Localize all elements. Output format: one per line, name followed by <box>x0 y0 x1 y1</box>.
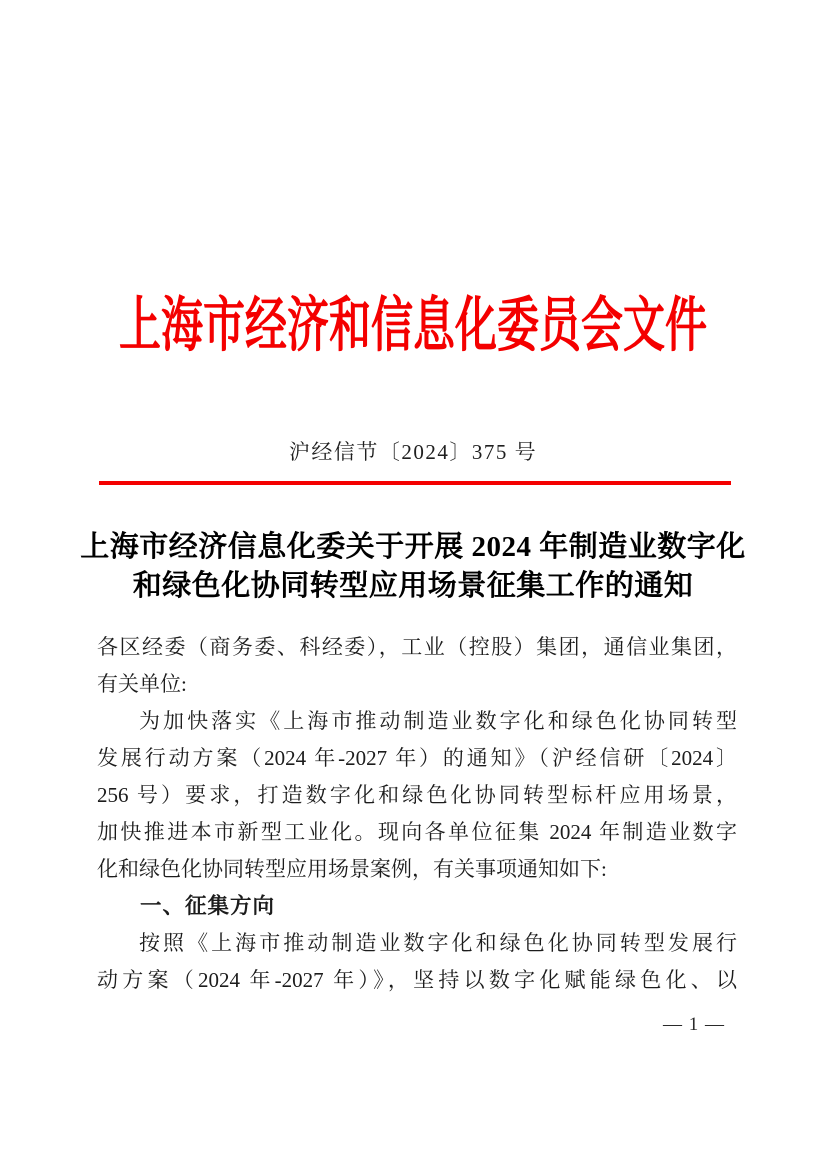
document-title-line2: 和绿色化协同转型应用场景征集工作的通知 <box>132 570 694 602</box>
document-title-line1: 上海市经济信息化委关于开展 2024 年制造业数字化 <box>80 531 746 563</box>
body-line: 有关单位: <box>97 672 187 696</box>
body-line: 按照《上海市推动制造业数字化和绿色化协同转型发展行 <box>139 931 737 955</box>
document-body <box>97 629 737 999</box>
body-line: 256 号）要求，打造数字化和绿色化协同转型标杆应用场景， <box>97 783 737 807</box>
body-line: 加快推进本市新型工业化。现向各单位征集 2024 年制造业数字 <box>97 820 737 844</box>
section-heading: 一、征集方向 <box>140 894 276 918</box>
document-number: 沪经信节〔2024〕375 号 <box>288 440 538 464</box>
red-divider-line <box>99 481 731 485</box>
body-line: 发展行动方案（2024 年-2027 年）的通知》（沪经信研〔2024〕 <box>97 746 737 770</box>
document-title <box>0 528 826 606</box>
body-line: 动方案（2024 年-2027 年）》，坚持以数字化赋能绿色化、以 <box>97 968 737 992</box>
page-number: — 1 — <box>663 1014 725 1035</box>
body-line: 为加快落实《上海市推动制造业数字化和绿色化协同转型 <box>139 709 737 733</box>
body-line: 化和绿色化协同转型应用场景案例，有关事项通知如下: <box>97 857 607 881</box>
body-line: 各区经委（商务委、科经委），工业（控股）集团，通信业集团， <box>97 635 737 659</box>
letterhead-title: 上海市经济和信息化委员会文件 <box>118 294 707 360</box>
